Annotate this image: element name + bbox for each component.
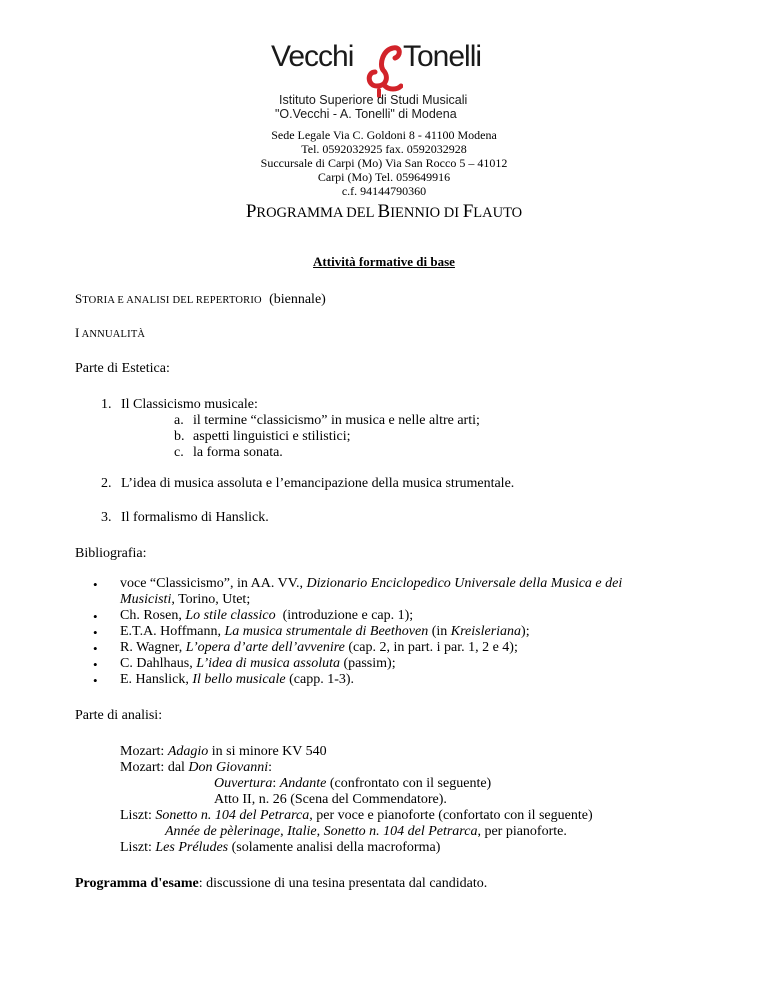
bib-item-6: E. Hanslick, Il bello musicale (capp. 1-3). xyxy=(120,672,355,687)
aesthetics-item-1-num: 1. xyxy=(101,397,112,412)
aesthetics-heading: Parte di Estetica: xyxy=(75,361,170,376)
analysis-line-6: Année de pèlerinage, Italie, Sonetto n. 104 del Petrarca, per pianoforte. xyxy=(165,824,567,839)
bullet-icon: • xyxy=(93,625,98,640)
aesthetics-item-3: Il formalismo di Hanslick. xyxy=(121,510,269,525)
analysis-line-2: Mozart: dal Don Giovanni: xyxy=(120,760,273,775)
analysis-heading: Parte di analisi: xyxy=(75,708,163,723)
address-line-1: Sede Legale Via C. Goldoni 8 - 41100 Modena xyxy=(271,128,497,142)
address-line-3: Succursale di Carpi (Mo) Via San Rocco 5 – 41012 xyxy=(260,156,508,170)
aesthetics-item-3-num: 3. xyxy=(101,510,112,525)
bib-item-3: E.T.A. Hoffmann, La musica strumentale di Beethoven (in Kreisleriana); xyxy=(120,624,530,639)
exam-program: Programma d'esame: discussione di una tesina presentata dal candidato. xyxy=(75,876,488,891)
address-line-2: Tel. 0592032925 fax. 0592032928 xyxy=(301,142,467,156)
analysis-line-3: Ouvertura: Andante (confrontato con il seguente) xyxy=(214,776,492,791)
address-line-5: c.f. 94144790360 xyxy=(341,184,427,198)
aesthetics-item-1: Il Classicismo musicale: xyxy=(121,397,258,412)
logo-name-right: Tonelli xyxy=(403,40,482,73)
course-title: STORIA E ANALISI DEL REPERTORIO (biennale) xyxy=(75,291,326,307)
logo-subtitle-line2: "O.Vecchi - A. Tonelli" di Modena xyxy=(275,107,457,121)
aesthetics-item-2-num: 2. xyxy=(101,476,112,491)
subitem-c: la forma sonata. xyxy=(193,445,283,460)
bib-item-1-cont: Musicisti, Torino, Utet; xyxy=(120,592,251,607)
bullet-icon: • xyxy=(93,577,98,592)
analysis-line-5: Liszt: Sonetto n. 104 del Petrarca, per voce e pianoforte (confortato con il seguente) xyxy=(120,808,593,823)
bib-item-4: R. Wagner, L’opera d’arte dell’avvenire (cap. 2, in part. i par. 1, 2 e 4); xyxy=(120,640,518,655)
logo-subtitle-line1: Istituto Superiore di Studi Musicali xyxy=(279,93,468,107)
bib-item-5: C. Dahlhaus, L’idea di musica assoluta (passim); xyxy=(120,656,396,671)
year-heading: I ANNUALITÀ xyxy=(75,325,146,340)
page-title: PROGRAMMA DEL BIENNIO DI FLAUTO xyxy=(245,201,523,222)
analysis-line-1: Mozart: Adagio in si minore KV 540 xyxy=(120,744,327,759)
institute-logo xyxy=(271,40,501,120)
logo-mark-icon xyxy=(365,42,403,98)
section-heading: Attività formative di base xyxy=(313,254,455,269)
subitem-b-letter: b. xyxy=(174,429,185,444)
aesthetics-item-2: L’idea di musica assoluta e l’emancipazione della musica strumentale. xyxy=(121,476,515,491)
bullet-icon: • xyxy=(93,673,98,688)
subitem-c-letter: c. xyxy=(174,445,184,460)
bibliography-heading: Bibliografia: xyxy=(75,546,147,561)
bullet-icon: • xyxy=(93,641,98,656)
logo-name-left: Vecchi xyxy=(271,40,354,73)
analysis-line-7: Liszt: Les Préludes (solamente analisi della macroforma) xyxy=(120,840,441,855)
bullet-icon: • xyxy=(93,657,98,672)
analysis-line-4: Atto II, n. 26 (Scena del Commendatore). xyxy=(214,792,447,807)
bullet-icon: • xyxy=(93,609,98,624)
bib-item-2: Ch. Rosen, Lo stile classico (introduzione e cap. 1); xyxy=(120,608,414,623)
subitem-b: aspetti linguistici e stilistici; xyxy=(193,429,351,444)
subitem-a: il termine “classicismo” in musica e nelle altre arti; xyxy=(193,413,480,428)
bib-item-1: voce “Classicismo”, in AA. VV., Dizionario Enciclopedico Universale della Musica e dei xyxy=(120,576,623,591)
address-line-4: Carpi (Mo) Tel. 059649916 xyxy=(317,170,451,184)
subitem-a-letter: a. xyxy=(174,413,184,428)
